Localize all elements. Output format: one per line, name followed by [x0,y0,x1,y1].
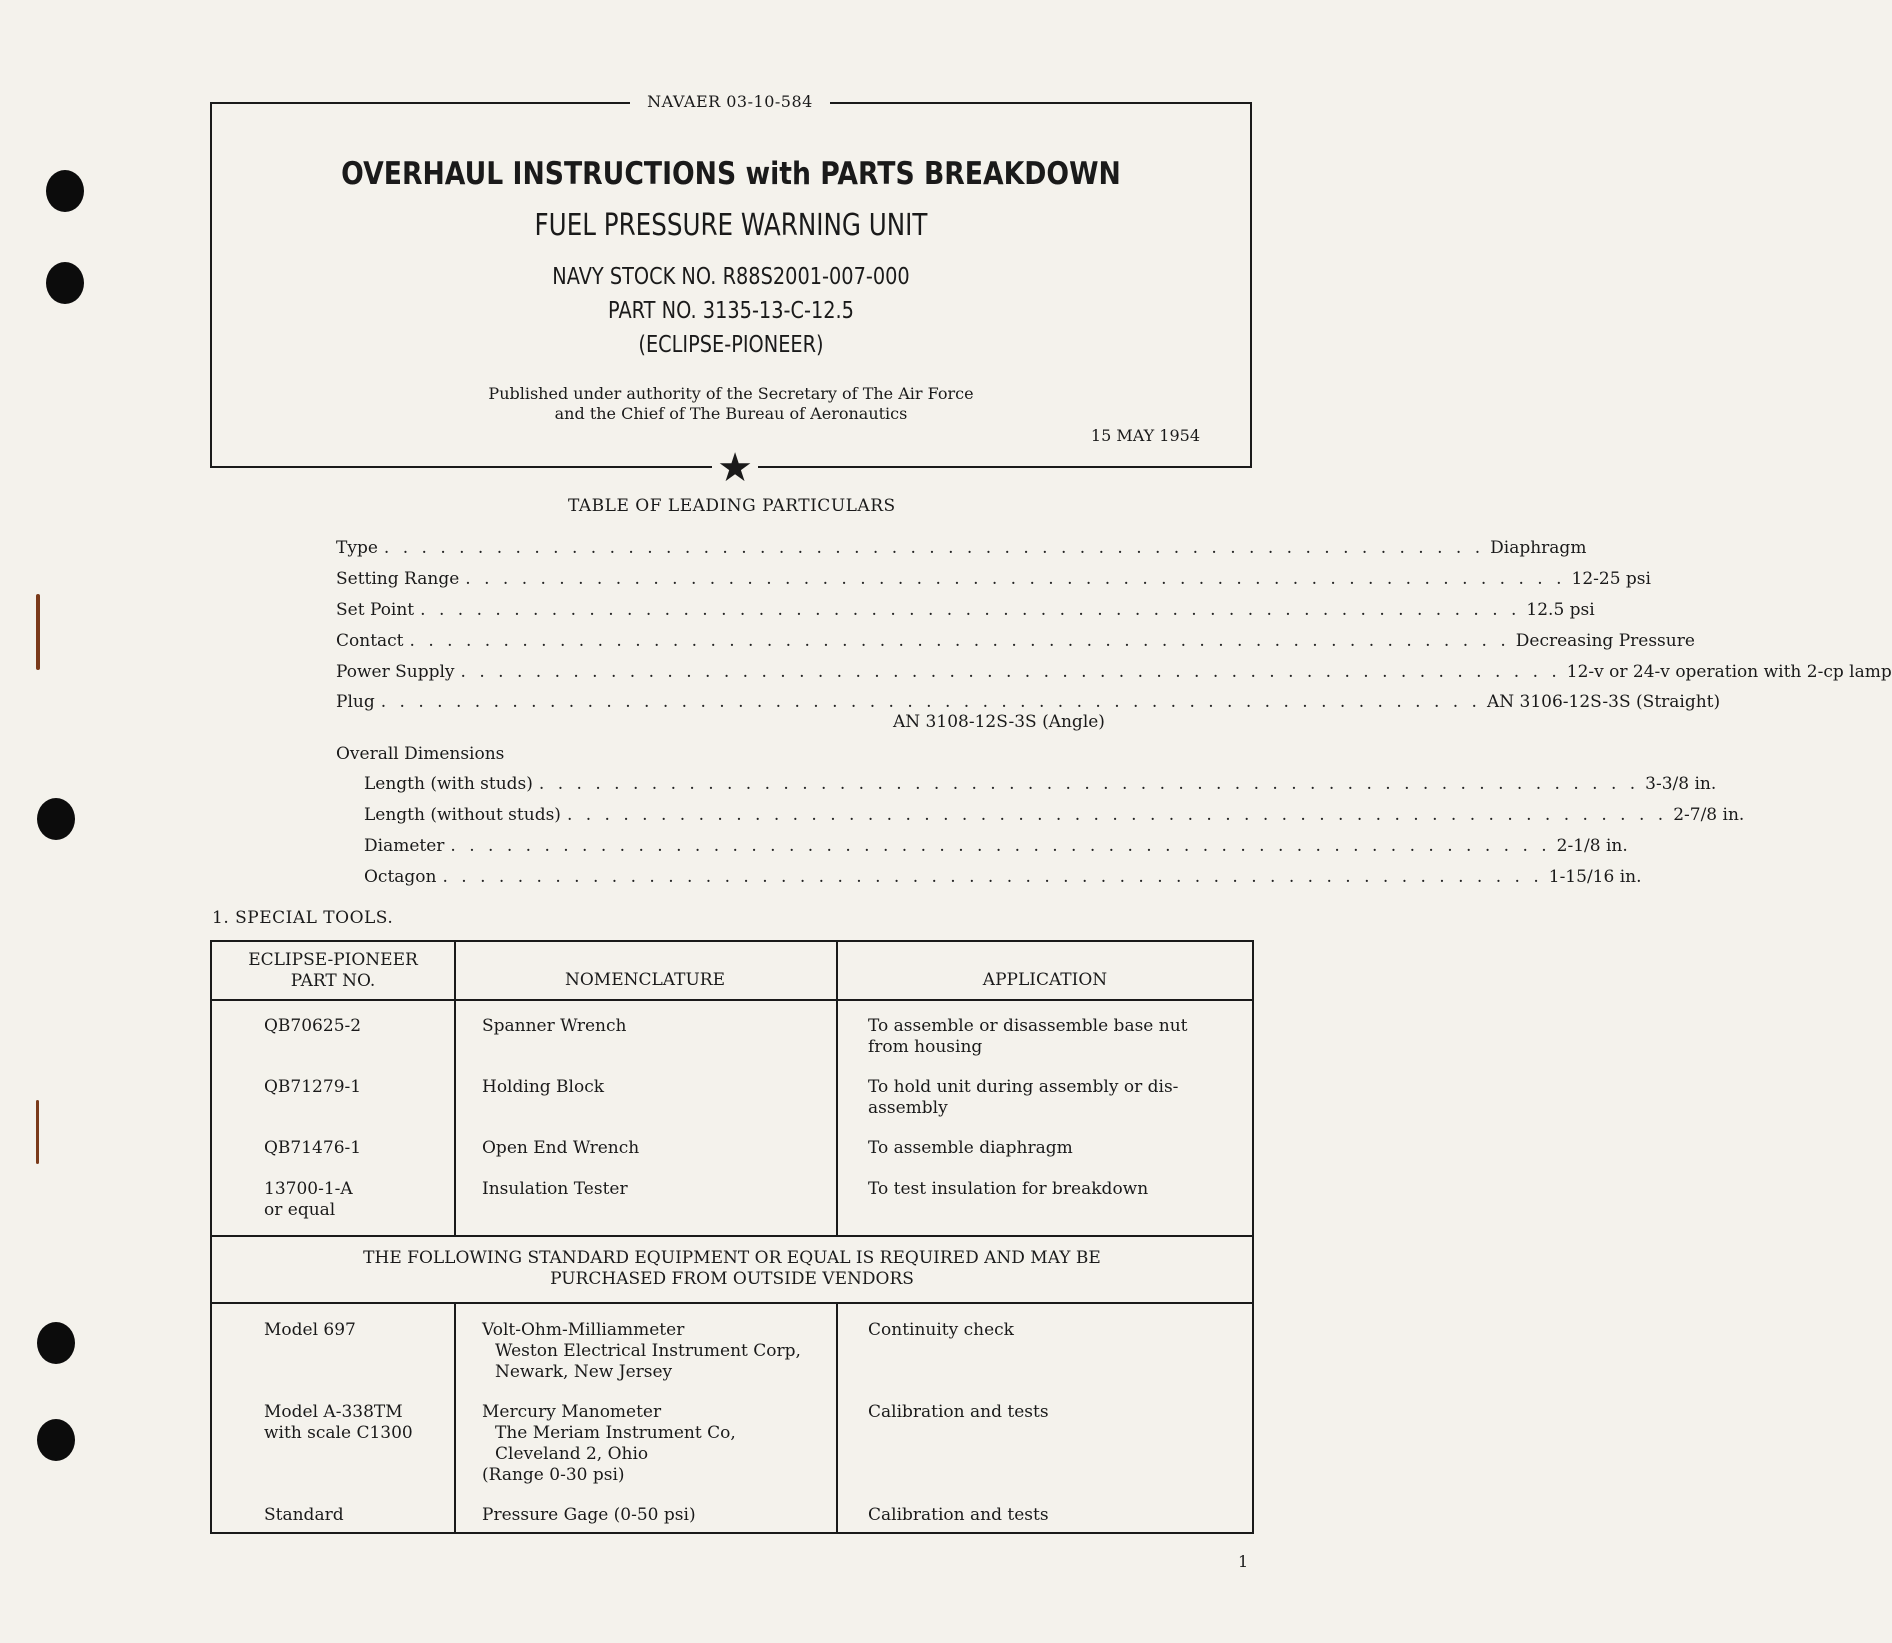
manufacturer: (ECLIPSE-PIONEER) [638,332,824,358]
main-title: OVERHAUL INSTRUCTIONS with PARTS BREAKDOWN [341,156,1121,192]
particular-value: 2-7/8 in. [1673,805,1745,825]
leader-dots: . . . . . . . . . . . . . . . . . . . . . . . . . . . . . . . . . . . . . . . . . . . . . . . . . . . . . . . . . . . [383,538,1485,558]
leader-dots: . . . . . . . . . . . . . . . . . . . . . . . . . . . . . . . . . . . . . . . . . . . . . . . . . . . . . . . . . . . [420,600,1521,620]
particular-row [336,631,1695,651]
particular-value: 12-v or 24-v operation with 2-cp lamp [1566,662,1892,682]
part-number-text: with scale C1300 [264,1423,413,1443]
particular-value: Decreasing Pressure [1515,631,1695,651]
particular-label: Contact [336,631,404,651]
special-tools-table [210,940,1254,1534]
particulars-title: TABLE OF LEADING PARTICULARS [568,496,896,516]
table-cell-part: QB71476-1 [264,1138,362,1158]
part-number: PART NO. 3135-13-C-12.5 [608,298,854,324]
table-cell-part [264,1016,361,1037]
nomenclature-text: Mercury Manometer [482,1402,662,1422]
particular-row [336,600,1595,620]
binder-hole [46,170,84,212]
table-cell-nomenclature: Spanner Wrench [482,1016,627,1036]
particular-value: Diaphragm [1490,538,1587,558]
page-number: 1 [1238,1552,1249,1571]
binder-hole [46,262,84,304]
vendor-text: The Meriam Instrument Co, [495,1423,736,1443]
particular-value: AN 3108-12S-3S (Angle) [893,712,1105,732]
table-cell-part: QB71279-1 [264,1077,362,1097]
table-cell-application: To assemble diaphragm [868,1138,1073,1158]
application-text: To assemble or disassemble base nut [868,1016,1188,1036]
column-header-application: APPLICATION [982,970,1108,990]
application-text: assembly [868,1098,948,1118]
particular-label: Diameter [364,836,445,856]
paper-stain [36,594,40,670]
table-rule [454,1302,456,1534]
part-number-text: 13700-1-A [264,1179,353,1199]
particular-value: 12.5 psi [1526,600,1595,620]
table-cell-application: To test insulation for breakdown [868,1179,1149,1199]
vendor-text: Cleveland 2, Ohio [495,1444,649,1464]
heading-line: THE FOLLOWING STANDARD EQUIPMENT OR EQUAL IS REQUIRED AND MAY BE [363,1248,1101,1268]
table-cell-part: Model 697 [264,1320,356,1340]
paper-stain [36,1100,39,1164]
particular-row [336,692,1721,712]
part-number-text: or equal [264,1200,336,1220]
particular-value: 3-3/8 in. [1645,774,1717,794]
table-rule [212,1235,1252,1237]
binder-hole [37,798,75,840]
application-text: from housing [868,1037,983,1057]
leader-dots: . . . . . . . . . . . . . . . . . . . . . . . . . . . . . . . . . . . . . . . . . . . . . . . . . . . . . . . . . . . [450,836,1551,856]
particular-label: Power Supply [336,662,455,682]
vendor-text: Weston Electrical Instrument Corp, [495,1341,801,1361]
column-header-part [212,950,454,992]
authority-line-1: Published under authority of the Secretary of The Air Force [488,384,974,403]
table-cell-application: Continuity check [868,1320,1014,1340]
part-number-text: QB70625-2 [264,1016,362,1036]
particular-row [364,836,1628,856]
table-cell-application [868,1077,1178,1119]
table-cell-nomenclature: Insulation Tester [482,1179,628,1199]
particular-label: Length (with studs) [364,774,533,794]
document-number: NAVAER 03-10-584 [630,92,830,111]
part-number-text: Model A-338TM [264,1402,403,1422]
standard-equipment-heading [212,1248,1252,1290]
star-icon: ★ [712,448,758,488]
range-text: (Range 0-30 psi) [482,1465,625,1485]
table-cell-nomenclature [482,1402,736,1486]
particular-label: Length (without studs) [364,805,561,825]
table-rule [212,1302,1252,1304]
particular-value: 12-25 psi [1571,569,1651,589]
particular-row [336,569,1651,589]
binder-hole [37,1322,75,1364]
authority-line-2: and the Chief of The Bureau of Aeronautics [554,404,908,423]
leader-dots: . . . . . . . . . . . . . . . . . . . . . . . . . . . . . . . . . . . . . . . . . . . . . . . . . . . . . . . . . . . [460,662,1561,682]
table-cell-application: Calibration and tests [868,1402,1049,1422]
table-cell-nomenclature: Pressure Gage (0-50 psi) [482,1505,696,1525]
application-text: To hold unit during assembly or dis- [868,1077,1179,1097]
overall-dimensions-label: Overall Dimensions [336,744,505,764]
section-title: 1. SPECIAL TOOLS. [212,908,394,928]
table-rule [836,1302,838,1534]
publication-date: 15 MAY 1954 [1090,426,1200,445]
leader-dots: . . . . . . . . . . . . . . . . . . . . . . . . . . . . . . . . . . . . . . . . . . . . . . . . . . . . . . . . . . . [442,867,1543,887]
heading-line: PURCHASED FROM OUTSIDE VENDORS [550,1269,914,1289]
leader-dots: . . . . . . . . . . . . . . . . . . . . . . . . . . . . . . . . . . . . . . . . . . . . . . . . . . . . . . . . . . . [380,692,1481,712]
leader-dots: . . . . . . . . . . . . . . . . . . . . . . . . . . . . . . . . . . . . . . . . . . . . . . . . . . . . . . . . . . . [566,805,1668,825]
particular-row [364,805,1745,825]
particular-row [336,662,1892,682]
particular-row [364,867,1642,887]
leader-dots: . . . . . . . . . . . . . . . . . . . . . . . . . . . . . . . . . . . . . . . . . . . . . . . . . . . . . . . . . . . [538,774,1640,794]
particular-value: 2-1/8 in. [1556,836,1628,856]
stock-number: NAVY STOCK NO. R88S2001-007-000 [552,264,910,290]
table-rule [212,999,1252,1001]
particular-value: 1-15/16 in. [1548,867,1642,887]
particular-row [364,774,1717,794]
leader-dots: . . . . . . . . . . . . . . . . . . . . . . . . . . . . . . . . . . . . . . . . . . . . . . . . . . . . . . . . . . . [409,631,1510,651]
particular-label: Type [336,538,378,558]
particular-label: Plug [336,692,375,712]
particular-label: Set Point [336,600,415,620]
vendor-text: Newark, New Jersey [495,1362,673,1382]
table-cell-part [264,1402,413,1444]
column-header-part-line1: ECLIPSE-PIONEER [248,950,418,970]
table-cell-nomenclature: Open End Wrench [482,1138,640,1158]
binder-hole [37,1419,75,1461]
title-block [210,102,1252,468]
subtitle: FUEL PRESSURE WARNING UNIT [534,208,928,243]
column-header-nomenclature: NOMENCLATURE [564,970,726,990]
particular-label: Setting Range [336,569,460,589]
nomenclature-text: Volt-Ohm-Milliammeter [482,1320,685,1340]
column-header-part-line2: PART NO. [290,971,376,991]
table-cell-nomenclature: Holding Block [482,1077,605,1097]
leader-dots: . . . . . . . . . . . . . . . . . . . . . . . . . . . . . . . . . . . . . . . . . . . . . . . . . . . . . . . . . . . [465,569,1566,589]
particular-value: AN 3106-12S-3S (Straight) [1486,692,1721,712]
table-cell-application [868,1016,1188,1058]
particular-row [336,538,1587,558]
particular-label: Octagon [364,867,437,887]
table-cell-part [264,1179,353,1221]
table-cell-part: Standard [264,1505,344,1525]
table-cell-nomenclature [482,1320,801,1383]
table-cell-application: Calibration and tests [868,1505,1049,1525]
